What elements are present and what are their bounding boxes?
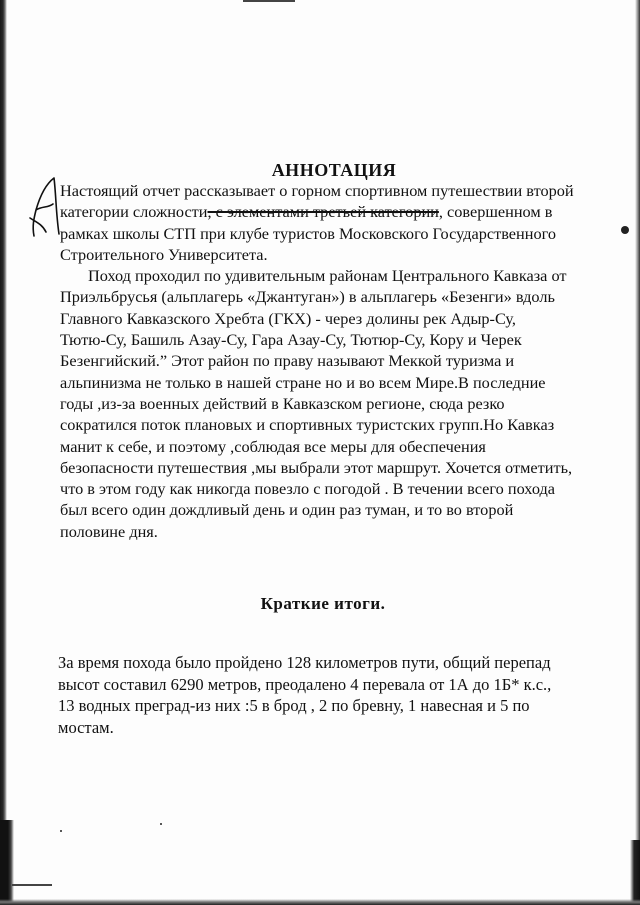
annotation-title: АННОТАЦИЯ	[271, 160, 397, 180]
line-text: сократился поток плановых и спортивных туристских групп.Но Кавказ	[60, 415, 555, 435]
annotation-body	[60, 180, 574, 542]
annotation-line	[60, 201, 574, 222]
summary-line: высот составил 6290 метров, преодалено 4 перевала от 1А до 1Б* к.с.,	[58, 674, 552, 694]
scan-artifact	[160, 823, 162, 825]
line-text: альпинизма не только в нашей стране но и во всем Мире.В последние	[60, 372, 546, 392]
summary-line: 13 водных преград-из них :5 в брод , 2 по бревну, 1 навесная и 5 по	[58, 696, 530, 715]
annotation-line	[60, 393, 574, 414]
scan-artifact	[621, 226, 629, 234]
annotation-line	[60, 478, 574, 499]
line-text: Строительного Университета.	[60, 244, 268, 264]
summary-title: Краткие итоги.	[260, 594, 386, 613]
handwritten-mark	[26, 174, 62, 246]
line-text: Поход проходил по удивительным районам Центрального Кавказа от	[88, 266, 567, 286]
line-text: Безенгийский.” Этот район по праву называют Меккой туризма и	[60, 351, 515, 371]
annotation-line	[60, 436, 574, 457]
annotation-line	[60, 372, 574, 393]
line-text: годы ,из-за военных действий в Кавказском регионе, сюда резко	[60, 393, 505, 413]
line-text: Приэльбрусья (альплагерь «Джантуган») в альплагерь «Безенги» вдоль	[60, 287, 555, 307]
annotation-line	[60, 180, 574, 201]
scan-edge-right-bottom	[630, 840, 640, 905]
line-text: манит к себе, и поэтому ,соблюдая все меры для обеспечения	[60, 436, 486, 456]
summary-body	[58, 652, 551, 738]
annotation-line	[60, 244, 574, 265]
line-text: Тютю-Су, Башиль Азау-Су, Гара Азау-Су, Тютюр-Су, Кору и Черек	[60, 330, 522, 350]
annotation-line	[60, 329, 574, 350]
line-text: половине дня.	[60, 521, 158, 541]
annotation-line	[60, 265, 574, 286]
scan-edge-bottom	[0, 899, 640, 905]
line-text: безопасности путешествия ,мы выбрали этот маршрут. Хочется отметить,	[60, 457, 573, 477]
scan-edge-left	[0, 0, 7, 905]
line-text: что в этом году как никогда повезло с погодой . В течении всего похода	[60, 479, 556, 499]
annotation-line	[60, 350, 574, 371]
annotation-line	[60, 457, 574, 478]
scan-artifact	[243, 0, 295, 2]
scan-artifact	[60, 830, 62, 832]
line-text: Настоящий отчет рассказывает о горном спортивном путешествии второй	[60, 181, 574, 200]
line-text: был всего один дождливый день и один раз туман, и то во второй	[60, 500, 514, 520]
struck-text: , с элементами третьей категории	[207, 202, 439, 222]
line-text: рамках школы СТП при клубе туристов Московского Государственного	[60, 223, 557, 243]
summary-line: мостам.	[58, 717, 114, 737]
annotation-line	[60, 521, 574, 542]
line-text: Главного Кавказского Хребта (ГКХ) - через долины рек Адыр-Су,	[60, 308, 517, 328]
scan-edge-right	[635, 0, 640, 905]
annotation-line	[60, 414, 574, 435]
summary-line: За время похода было пройдено 128 километров пути, общий перепад	[58, 653, 551, 672]
annotation-line	[60, 223, 574, 244]
annotation-line	[60, 286, 574, 307]
line-text: , совершенном в	[438, 202, 553, 222]
annotation-line	[60, 308, 574, 329]
scan-edge-left-bottom	[0, 820, 14, 905]
annotation-line	[60, 499, 574, 520]
scan-artifact	[12, 884, 52, 886]
line-text: категории сложности	[60, 202, 208, 222]
